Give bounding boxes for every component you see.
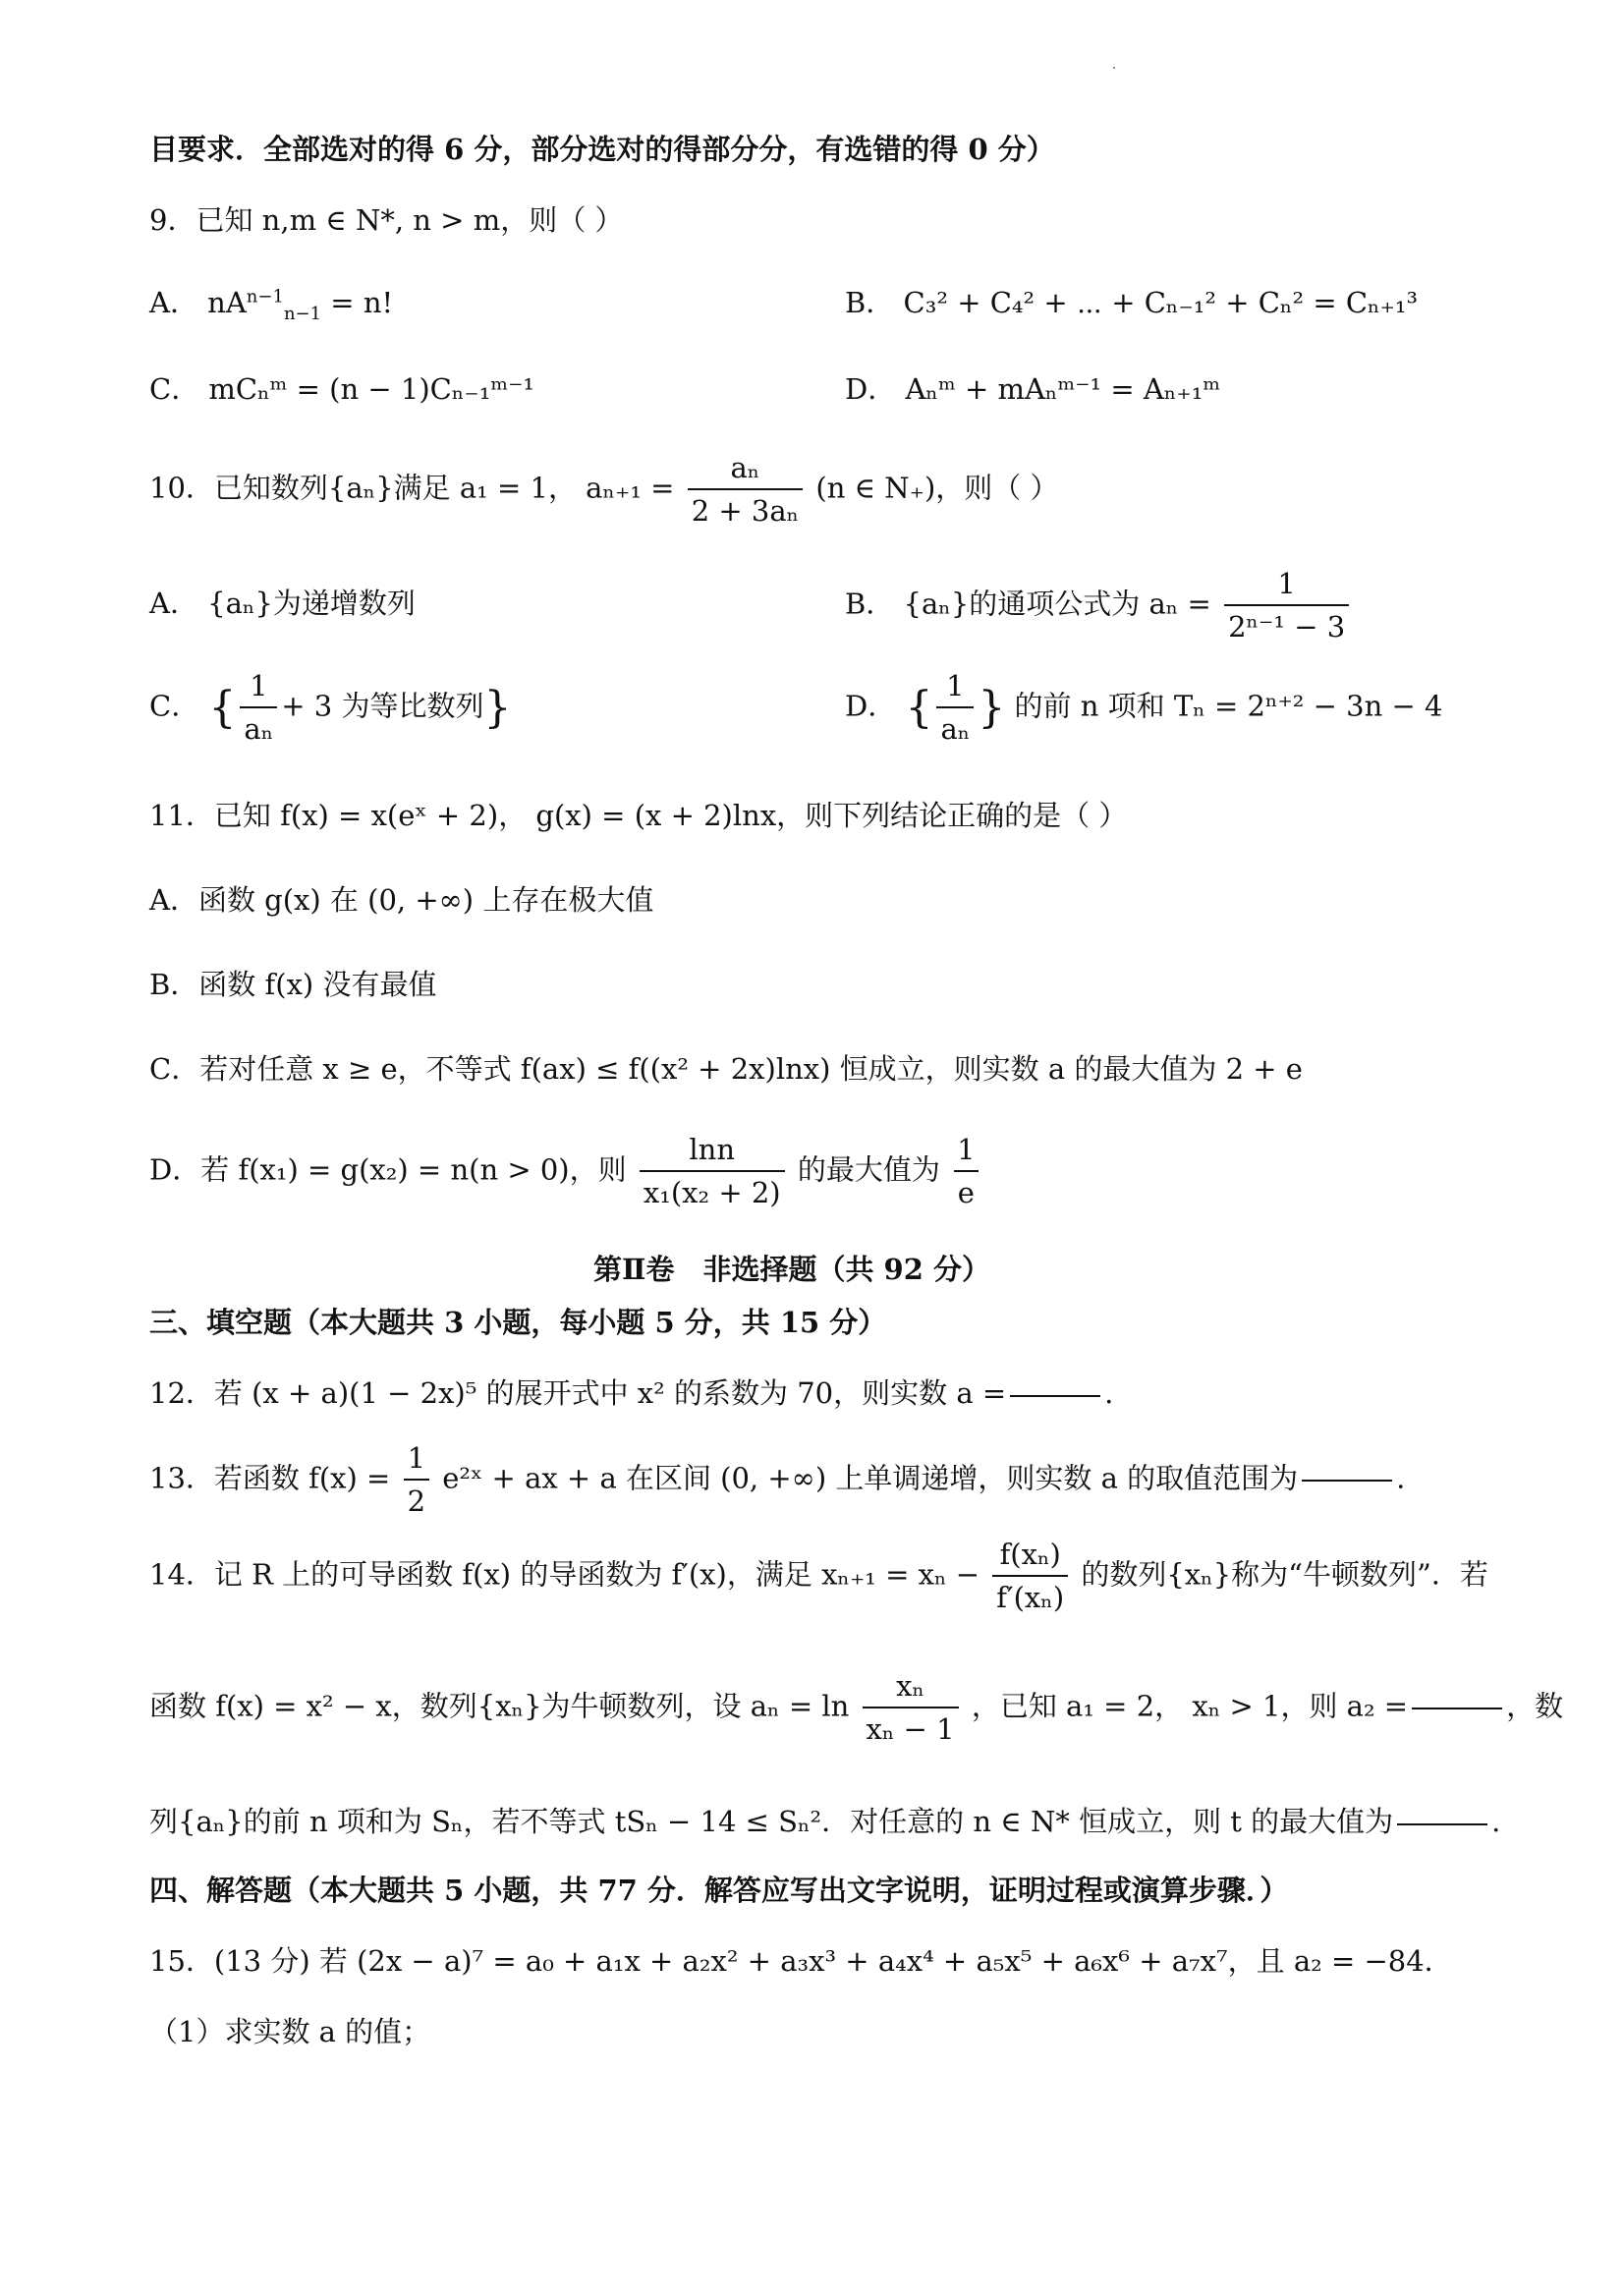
q14-log-fraction: $\frac{\text{xₙ}}{\text{xₙ − 1}}$ <box>863 1668 959 1748</box>
q12: 12．若 (x + a)(1 − 2x)⁵ 的展开式中 x² 的系数为 70，则实数 a = . <box>149 1376 1114 1410</box>
q11-option-a: A．函数 g(x) 在 (0, +∞) 上存在极大值 <box>149 883 654 917</box>
q15-stem: 15．(13 分) 若 (2x − a)⁷ = a₀ + a₁x + a₂x² + a₃x³ + a₄x⁴ + a₅x⁵ + a₆x⁶ + a₇x⁷，且 a₂ = −84． <box>149 1944 1453 1978</box>
q11-option-c: C．若对任意 x ≥ e，不等式 f(ax) ≤ f((x² + 2x)lnx) 恒成立，则实数 a 的最大值为 2 + e <box>149 1052 1303 1086</box>
q11-d-fraction: $\frac{\ln n}{\text{x₁(x₂ + 2)}}$ <box>640 1132 785 1211</box>
q14-line-3: 列{aₙ}的前 n 项和为 Sₙ，若不等式 tSₙ − 14 ≤ Sₙ²．对任意的 n ∈ N* 恒成立，则 t 的最大值为 . <box>149 1805 1501 1838</box>
q13-answer-blank <box>1302 1480 1392 1482</box>
q10-b-fraction: $\frac{1}{\text{2ⁿ⁻¹ − 3}}$ <box>1224 566 1349 645</box>
q14-line-1: 14．记 R 上的可导函数 f(x) 的导函数为 f′(x)，满足 xₙ₊₁ = xₙ − $\frac{\text{f(xₙ)}}{\text{f′(xₙ)}}$ 的数列{xₙ}称为“牛顿数列”．若 <box>149 1538 1488 1615</box>
q9-option-c: C． mCₙᵐ = (n − 1)Cₙ₋₁ᵐ⁻¹ <box>149 372 535 406</box>
q9-stem: 9．已知 n,m ∈ N*, n > m，则（ ） <box>149 203 624 237</box>
q14-a2-blank <box>1412 1708 1502 1709</box>
q15-part-1: （1）求实数 a 的值； <box>149 2015 431 2048</box>
q9-option-b: B． C₃² + C₄² + ⋯ + Cₙ₋₁² + Cₙ² = Cₙ₊₁³ <box>845 286 1419 319</box>
q10-stem: 10．已知数列{aₙ}满足 a₁ = 1， aₙ₊₁ = $\frac{\text{aₙ}}{\text{2 + 3aₙ}}$ (n ∈ N₊)，则（ ） <box>149 451 1059 529</box>
q11-option-d: D．若 f(x₁) = g(x₂) = n(n > 0)，则 $\frac{\ln n}{\text{x₁(x₂ + 2)}}$ 的最大值为 $\frac{1}{e}$ <box>149 1132 983 1211</box>
q11-d-max-fraction: $\frac{1}{e}$ <box>953 1132 979 1211</box>
q11-option-b: B．函数 f(x) 没有最值 <box>149 968 437 1001</box>
q10-recursion-fraction: $\frac{\text{aₙ}}{\text{2 + 3aₙ}}$ <box>688 450 803 530</box>
q13-half-fraction: $\frac{1}{2}$ <box>404 1440 429 1520</box>
q9-option-a: A． $nA^{n-1}_{n-1} = n$! <box>149 286 394 324</box>
q10-option-d: D． { $\frac{1}{\text{aₙ}}$ } 的前 n 项和 Tₙ = 2ⁿ⁺² − 3n − 4 <box>845 669 1443 747</box>
section-4-title: 四、解答题（本大题共 5 小题，共 77 分．解答应写出文字说明，证明过程或演算步骤．） <box>149 1874 1289 1907</box>
q14-t-blank <box>1397 1823 1487 1825</box>
q10-c-fraction: $\frac{1}{\text{aₙ}}$ <box>240 668 277 748</box>
q10-d-fraction: $\frac{1}{\text{aₙ}}$ <box>936 668 974 748</box>
q9-option-d: D． Aₙᵐ + mAₙᵐ⁻¹ = Aₙ₊₁ᵐ <box>845 372 1221 406</box>
q14-line-2: 函数 f(x) = x² − x，数列{xₙ}为牛顿数列，设 aₙ = ln $\frac{\text{xₙ}}{\text{xₙ − 1}}$ ，已知 a₁ = 2， xₙ > 1，则 a₂ = ，数 <box>149 1669 1564 1747</box>
q10-option-a: A． {aₙ}为递增数列 <box>149 587 416 620</box>
q13: 13．若函数 f(x) = $\frac{1}{2}$ e²ˣ + ax + a 在区间 (0, +∞) 上单调递增，则实数 a 的取值范围为 . <box>149 1441 1406 1519</box>
q14-newton-fraction: $\frac{\text{f(xₙ)}}{\text{f′(xₙ)}}$ <box>992 1537 1068 1616</box>
q12-answer-blank <box>1010 1395 1100 1397</box>
q10-option-b: B． {aₙ}的通项公式为 aₙ = $\frac{1}{\text{2ⁿ⁻¹ − 3}}$ <box>845 566 1353 645</box>
section-3-title: 三、填空题（本大题共 3 小题，每小题 5 分，共 15 分） <box>149 1306 887 1339</box>
scan-dot <box>1113 67 1115 69</box>
section-2-title: 第Ⅱ卷 非选择题（共 92 分） <box>593 1253 990 1286</box>
q10-option-c: C． { $\frac{1}{\text{aₙ}}$ + 3 为等比数列} <box>149 669 512 747</box>
q11-stem: 11．已知 f(x) = x(eˣ + 2)， g(x) = (x + 2)lnx，则下列结论正确的是（ ） <box>149 799 1128 832</box>
header-line: 目要求．全部选对的得 6 分，部分选对的得部分分，有选错的得 0 分） <box>149 133 1055 166</box>
